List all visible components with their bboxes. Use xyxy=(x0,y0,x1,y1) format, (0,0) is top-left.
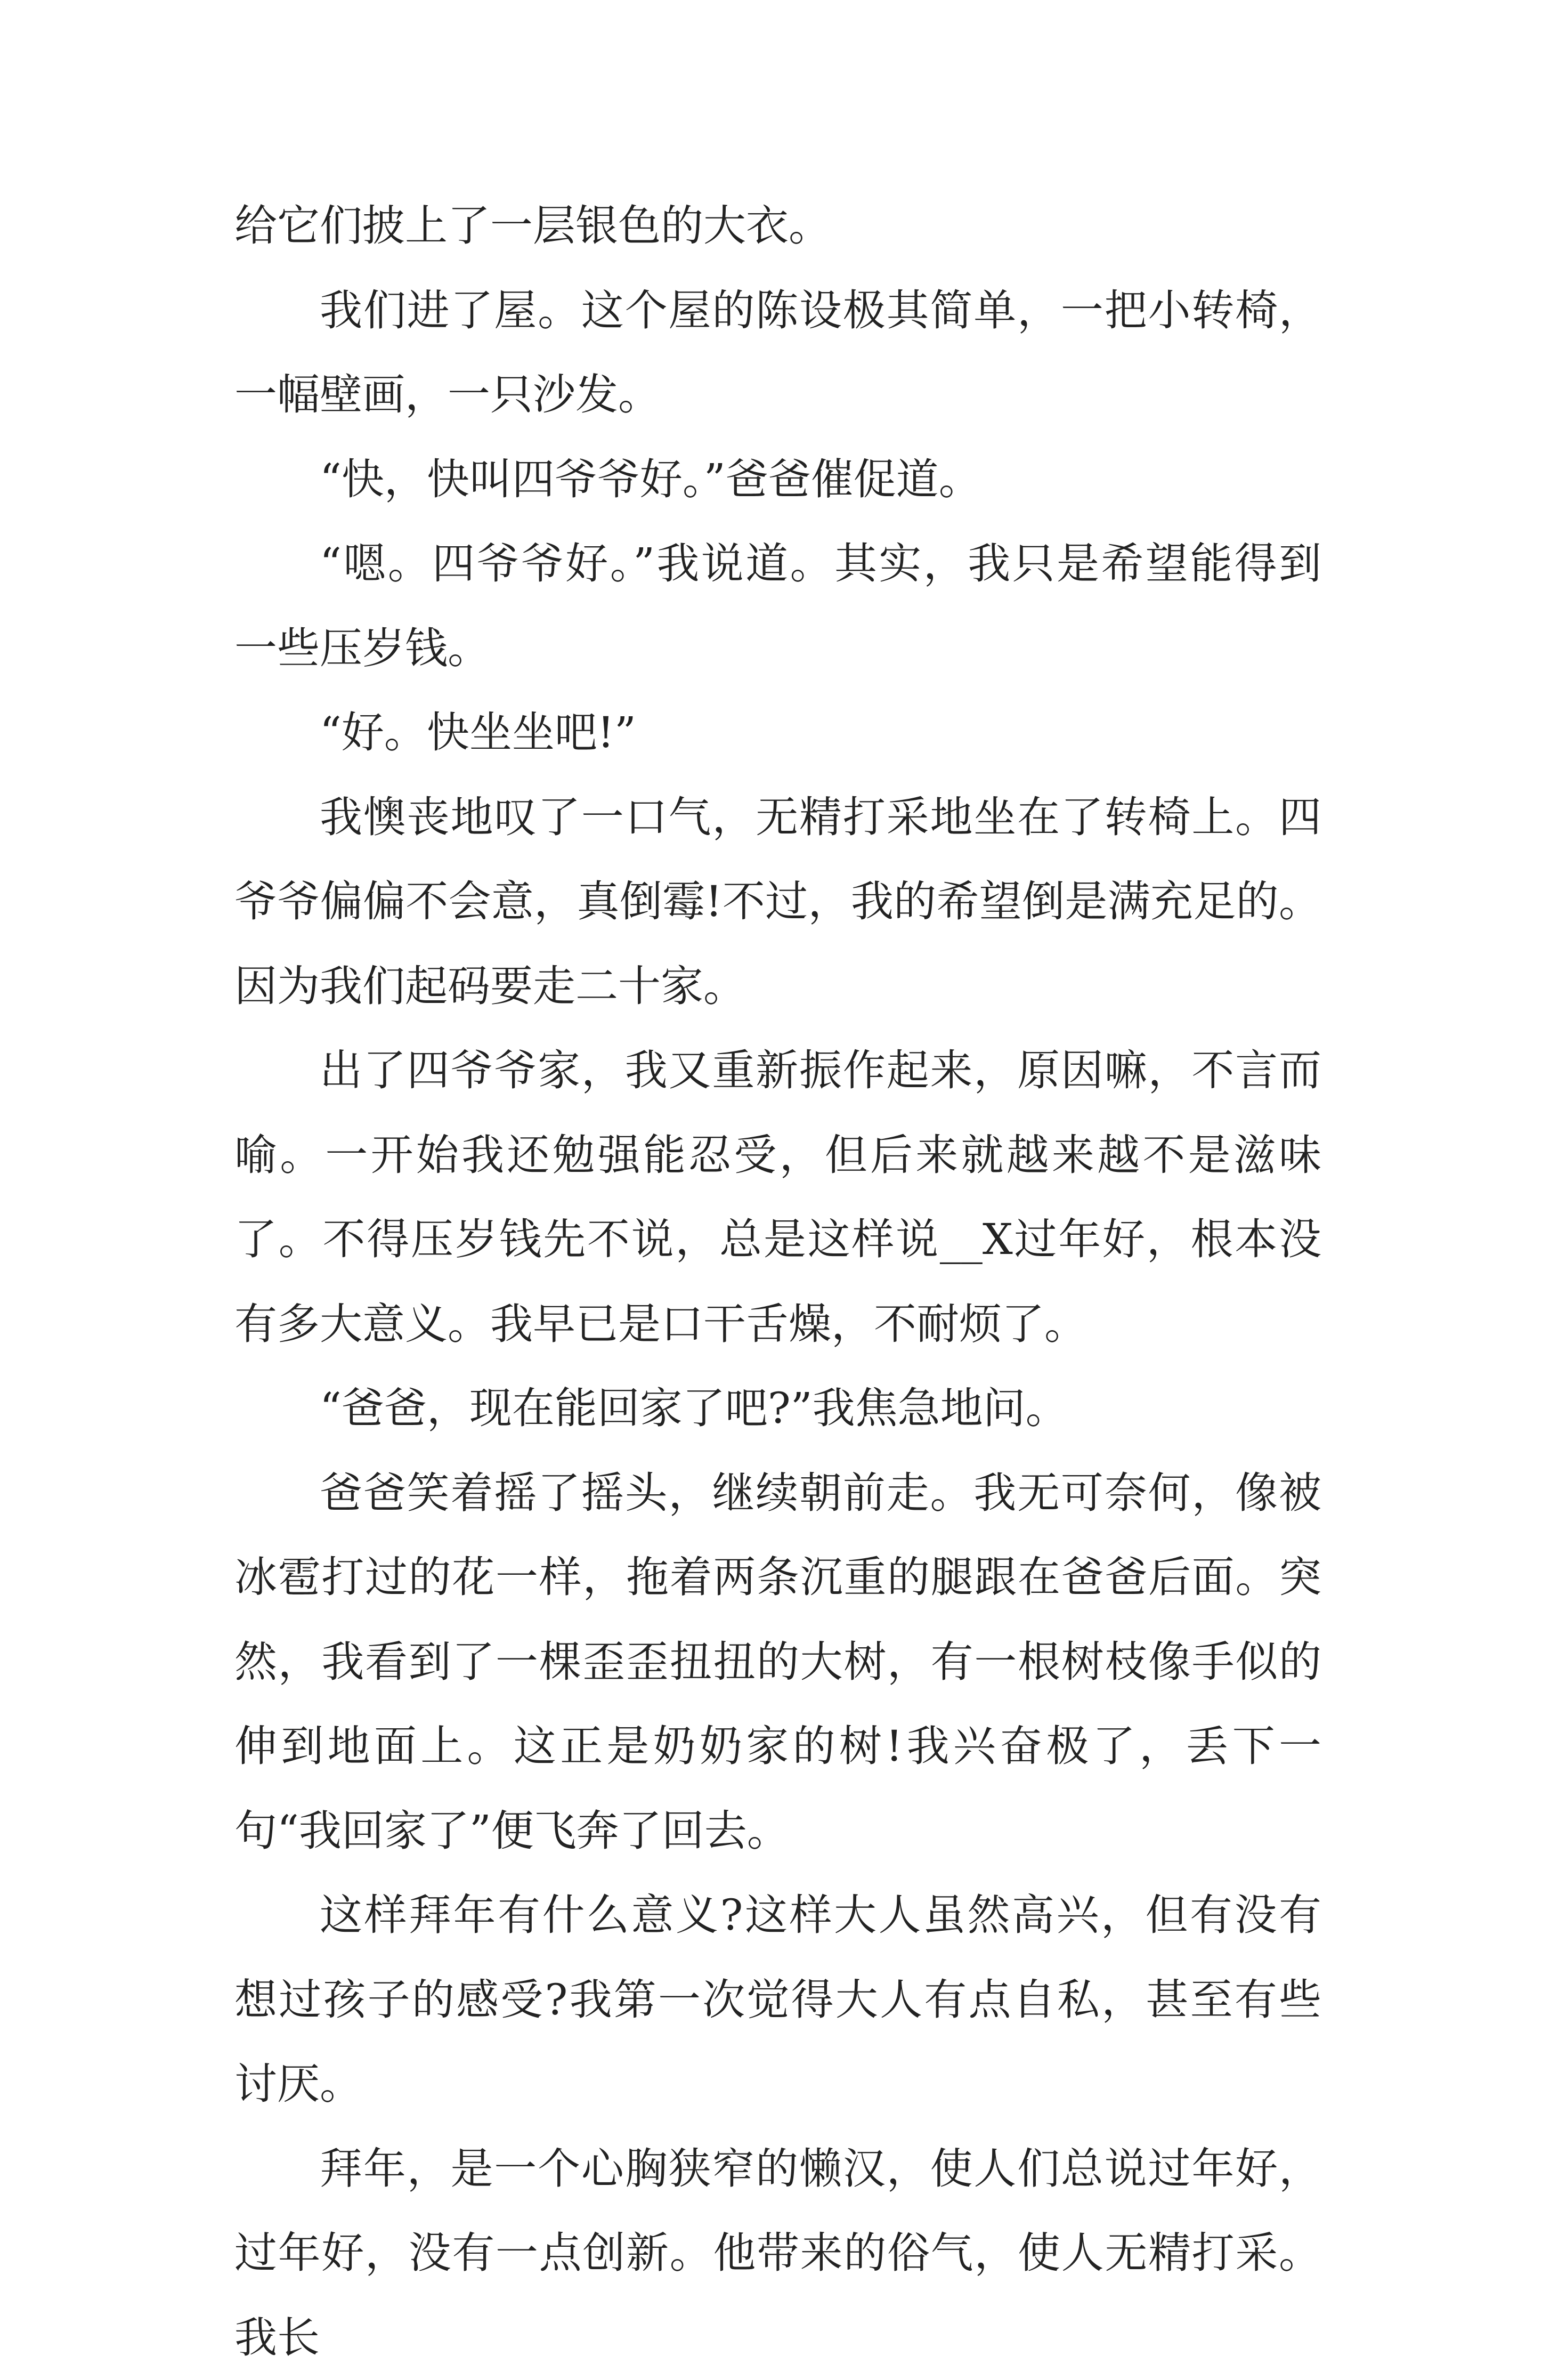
paragraph-10: 这样拜年有什么意义?这样大人虽然高兴，但有没有想过孩子的感受?我第一次觉得大人有点自私，甚至有些讨厌。 xyxy=(234,1873,1321,2127)
paragraph-5: “好。快坐坐吧!” xyxy=(234,691,1321,775)
paragraph-11: 拜年，是一个心胸狭窄的懒汉，使人们总说过年好，过年好，没有一点创新。他带来的俗气，使人无精打采。我长 xyxy=(234,2127,1321,2380)
paragraph-4: “嗯。四爷爷好。”我说道。其实，我只是希望能得到一些压岁钱。 xyxy=(234,522,1321,691)
paragraph-3: “快，快叫四爷爷好。”爸爸催促道。 xyxy=(234,438,1321,522)
paragraph-7: 出了四爷爷家，我又重新振作起来，原因嘛，不言而喻。一开始我还勉强能忍受，但后来就越来越不是滋味了。不得压岁钱先不说，总是这样说__X过年好，根本没有多大意义。我早已是口干舌燥，不耐烦了。 xyxy=(234,1029,1321,1366)
paragraph-8: “爸爸，现在能回家了吧?”我焦急地问。 xyxy=(234,1366,1321,1451)
body-text xyxy=(234,184,1321,2380)
paragraph-9: 爸爸笑着摇了摇头，继续朝前走。我无可奈何，像被冰雹打过的花一样，拖着两条沉重的腿跟在爸爸后面。突然，我看到了一棵歪歪扭扭的大树，有一根树枝像手似的伸到地面上。这正是奶奶家的树!我兴奋极了，丢下一句“我回家了”便飞奔了回去。 xyxy=(234,1451,1321,1874)
paragraph-6: 我懊丧地叹了一口气，无精打采地坐在了转椅上。四爷爷偏偏不会意，真倒霉!不过，我的希望倒是满充足的。因为我们起码要走二十家。 xyxy=(234,775,1321,1029)
paragraph-2: 我们进了屋。这个屋的陈设极其简单，一把小转椅，一幅壁画，一只沙发。 xyxy=(234,269,1321,438)
paragraph-1: 给它们披上了一层银色的大衣。 xyxy=(234,184,1321,269)
